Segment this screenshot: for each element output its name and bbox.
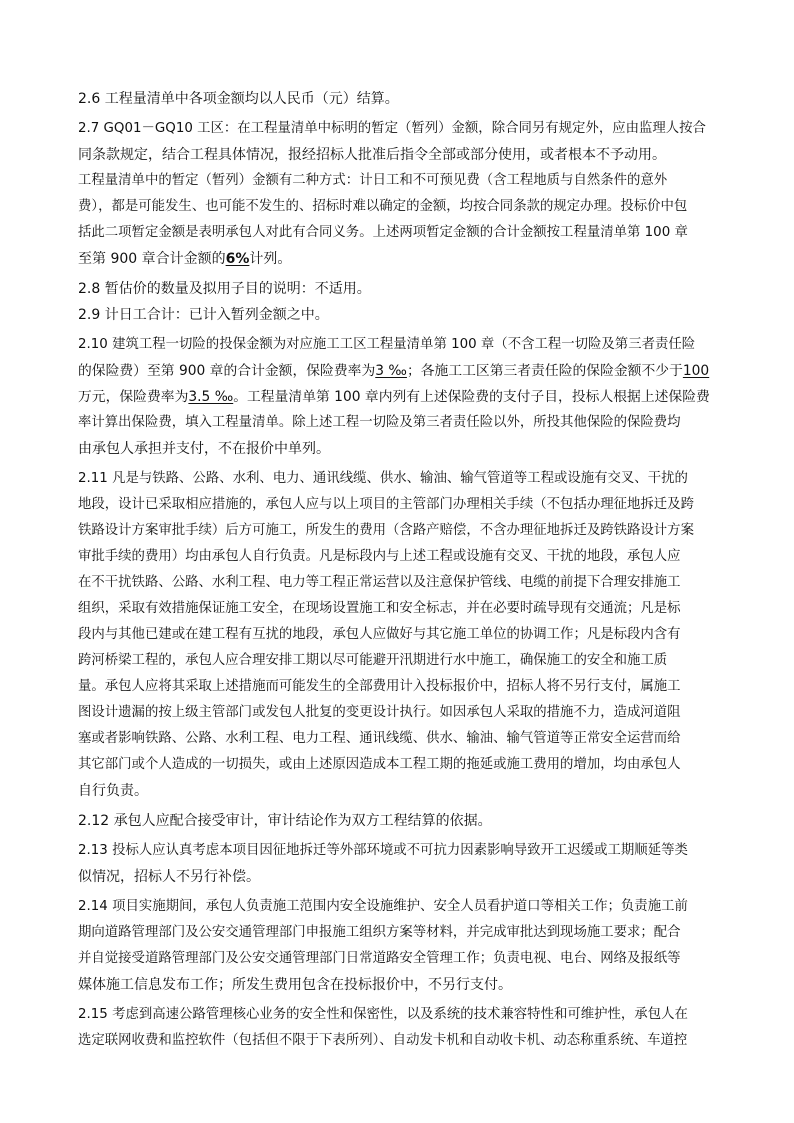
- text-line: 铁路设计方案审批手续）后方可施工，所发生的费用（含路产赔偿，不含办理征地拆迁及跨铁路设计方案: [78, 523, 694, 538]
- text-line: 段内与其他已建或在建工程有互扰的地段，承包人应做好与其它施工单位的协调工作；凡是标段内含有: [78, 627, 681, 642]
- paragraph-2-10: [78, 332, 718, 462]
- underlined-rate: 3.5 ‰: [188, 389, 234, 405]
- text-segment: 。工程量清单第 100 章内列有上述保险费的支付子目，投标人根据上述保险费: [233, 389, 710, 405]
- text-line: 2.11 凡是与铁路、公路、水利、电力、通讯线缆、供水、输油、输气管道等工程或设施有交叉、干扰的: [78, 471, 688, 486]
- text-line: 在不干扰铁路、公路、水利工程、电力等工程正常运营以及注意保护管线、电缆的前提下合理安排施工: [78, 575, 681, 590]
- paragraph-2-14: [78, 894, 718, 998]
- paragraph-2-15: [78, 1002, 718, 1054]
- text-line: 跨河桥梁工程的，承包人应合理安排工期以尽可能避开汛期进行水中施工，确保施工的安全和施工质: [78, 653, 668, 668]
- text-line: 2.7 GQ01－GQ10 工区：在工程量清单中标明的暂定（暂列）金额，除合同另有规定外，应由监理人按合: [78, 121, 706, 136]
- underlined-rate: 3 ‰: [375, 363, 407, 379]
- paragraph-2-11: [78, 466, 718, 804]
- text-line: 审批手续的费用）均由承包人自行负责。凡是标段内与上述工程或设施有交叉、干扰的地段，承包人应: [78, 549, 681, 564]
- text-segment: 万元，保险费率为: [78, 389, 189, 405]
- paragraph-2-12: [78, 808, 718, 834]
- text-line: 2.9 计日工合计：已计入暂列金额之中。: [78, 307, 329, 323]
- text-line: 地段，设计已采取相应措施的，承包人应与以上项目的主管部门办理相关手续（不包括办理征地拆迁及跨: [78, 497, 694, 512]
- paragraph-2-9: [78, 302, 718, 328]
- text-line: 2.8 暂估价的数量及拟用子目的说明：不适用。: [78, 281, 371, 297]
- text-segment: 的保险费）至第 900 章的合计金额，保险费率为: [78, 363, 376, 379]
- text-segment: 至第 900 章合计金额的: [78, 251, 226, 267]
- underlined-amount: 100: [682, 363, 710, 379]
- text-line: 自行负责。: [78, 783, 148, 799]
- text-line: 2.10 建筑工程一切险的投保金额为对应施工工区工程量清单第 100 章（不含工程一切险及第三者责任险: [78, 337, 696, 352]
- text-line: 2.13 投标人应认真考虑本项目因征地拆迁等外部环境或不可抗力因素影响导致开工迟缓或工期顺延等类: [78, 843, 688, 858]
- text-line: 费），都是可能发生、也可能不发生的、招标时难以确定的金额，均按合同条款的规定办理。投标价中包: [78, 199, 688, 214]
- text-line: 由承包人承担并支付，不在报价中单列。: [78, 441, 330, 457]
- text-line: 期向道路管理部门及公安交通管理部门申报施工组织方案等材料，并完成审批达到现场施工要求；配合: [78, 925, 681, 940]
- document-body: [78, 86, 718, 1054]
- text-line: 选定联网收费和监控软件（包括但不限于下表所列）、自动发卡机和自动收卡机、动态称重系统、车道控: [78, 1033, 688, 1048]
- text-line: [78, 358, 718, 384]
- text-line: 工程量清单中的暂定（暂列）金额有二种方式：计日工和不可预见费（含工程地质与自然条件的意外: [78, 173, 668, 188]
- text-segment: 计列。: [249, 251, 292, 267]
- text-line: [78, 246, 718, 272]
- underlined-percentage: 6%: [225, 251, 250, 267]
- text-line: 2.12 承包人应配合接受审计，审计结论作为双方工程结算的依据。: [78, 813, 492, 829]
- text-segment: ；各施工工区第三者责任险的保险金额不少于: [406, 363, 683, 379]
- paragraph-2-6: [78, 86, 718, 112]
- text-line: 媒体施工信息发布工作；所发生费用包含在投标报价中，不另行支付。: [78, 977, 512, 993]
- text-line: 2.15 考虑到高速公路管理核心业务的安全性和保密性，以及系统的技术兼容特性和可维护性，承包人在: [78, 1007, 688, 1022]
- text-line: 其它部门或个人造成的一切损失，或由上述原因造成本工程工期的拖延或施工费用的增加，均由承包人: [78, 757, 681, 772]
- text-line: 率计算出保险费，填入工程量清单。除上述工程一切险及第三者责任险以外，所投其他保险的保险费均: [78, 415, 681, 430]
- text-line: 2.6 工程量清单中各项金额均以人民币（元）结算。: [78, 91, 399, 107]
- text-line: 组织，采取有效措施保证施工安全，在现场设置施工和安全标志，并在必要时疏导现有交通流；凡是标: [78, 601, 681, 616]
- text-line: 图设计遗漏的按上级主管部门或发包人批复的变更设计执行。如因承包人采取的措施不力，造成河道阻: [78, 705, 681, 720]
- text-line: [78, 384, 718, 410]
- text-line: 括此二项暂定金额是表明承包人对此有合同义务。上述两项暂定金额的合计金额按工程量清单第 100 章: [78, 225, 688, 240]
- text-line: 塞或者影响铁路、公路、水利工程、电力工程、通讯线缆、供水、输油、输气管道等正常安全运营而给: [78, 731, 681, 746]
- paragraph-2-13: [78, 838, 718, 890]
- text-line: 似情况，招标人不另行补偿。: [78, 869, 260, 885]
- text-line: 2.14 项目实施期间，承包人负责施工范围内安全设施维护、安全人员看护道口等相关工作；负责施工前: [78, 899, 688, 914]
- text-line: 同条款规定，结合工程具体情况，报经招标人批准后指令全部或部分使用，或者根本不予动用。: [78, 147, 666, 163]
- text-line: 并自觉接受道路管理部门及公安交通管理部门日常道路安全管理工作；负责电视、电台、网络及报纸等: [78, 951, 681, 966]
- text-line: 量。承包人应将其采取上述措施而可能发生的全部费用计入投标报价中，招标人将不另行支付，属施工: [78, 679, 681, 694]
- paragraph-2-7: [78, 116, 718, 272]
- paragraph-2-8: [78, 276, 718, 302]
